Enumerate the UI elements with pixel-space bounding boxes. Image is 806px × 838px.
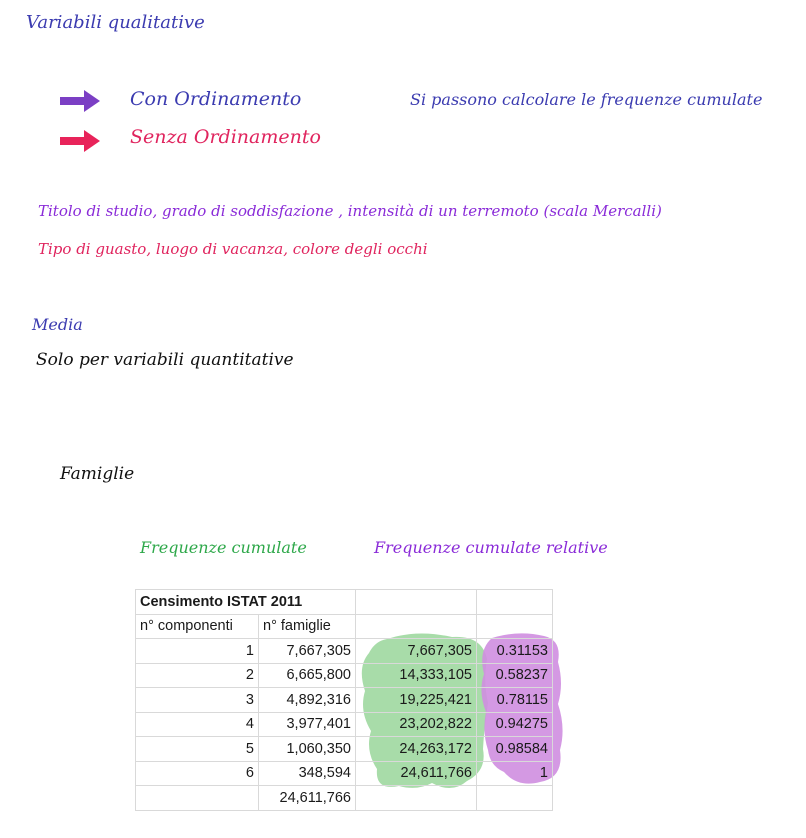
cell-relativa: 0.31153 [477,639,553,664]
cell-cumulata: 24,263,172 [356,737,477,762]
header-componenti: n° componenti [136,614,259,639]
label-con-ordinamento: Con Ordinamento [130,88,302,110]
header-famiglie: n° famiglie [259,614,356,639]
cell-famiglie: 1,060,350 [259,737,356,762]
note-frequenze-cumulate: Si passono calcolare le frequenze cumulate [410,90,763,109]
label-frequenze-cumulate-relative: Frequenze cumulate relative [374,538,608,557]
cell-relativa: 0.78115 [477,688,553,713]
cell-famiglie: 348,594 [259,761,356,786]
cell-relativa: 0.98584 [477,737,553,762]
label-senza-ordinamento: Senza Ordinamento [130,126,321,148]
table-row [136,639,553,664]
cell-relativa: 0.58237 [477,663,553,688]
table-row [136,761,553,786]
label-famiglie: Famiglie [60,464,135,484]
cell-relativa: 0.94275 [477,712,553,737]
cell-cumulata: 23,202,822 [356,712,477,737]
table-title-row [136,590,553,615]
cell-relativa: 1 [477,761,553,786]
table-header-row [136,614,553,639]
table-total-row [136,786,553,811]
cell-cumulata: 7,667,305 [356,639,477,664]
table-title: Censimento ISTAT 2011 [136,590,356,615]
cell-famiglie: 7,667,305 [259,639,356,664]
heading-media: Media [32,315,83,334]
examples-ordinate: Titolo di studio, grado di soddisfazione , intensità di un terremoto (scala Mercalli) [38,202,662,220]
arrow-right-icon [60,90,100,112]
table-row [136,737,553,762]
istat-table [135,589,553,811]
cell-n: 1 [136,639,259,664]
label-frequenze-cumulate: Frequenze cumulate [140,538,307,557]
cell-cumulata: 19,225,421 [356,688,477,713]
cell-famiglie: 3,977,401 [259,712,356,737]
cell-n: 3 [136,688,259,713]
table-row [136,712,553,737]
heading-variabili-qualitative: Variabili qualitative [26,12,205,33]
cell-famiglie: 4,892,316 [259,688,356,713]
cell-n: 5 [136,737,259,762]
table-row [136,663,553,688]
cell-n: 2 [136,663,259,688]
note-solo-quantitative: Solo per variabili quantitative [36,350,294,370]
examples-non-ordinate: Tipo di guasto, luogo di vacanza, colore degli occhi [38,240,428,258]
table-row [136,688,553,713]
cell-cumulata: 24,611,766 [356,761,477,786]
cell-total: 24,611,766 [259,786,356,811]
cell-n: 4 [136,712,259,737]
cell-cumulata: 14,333,105 [356,663,477,688]
cell-n: 6 [136,761,259,786]
arrow-right-icon [60,130,100,152]
cell-famiglie: 6,665,800 [259,663,356,688]
